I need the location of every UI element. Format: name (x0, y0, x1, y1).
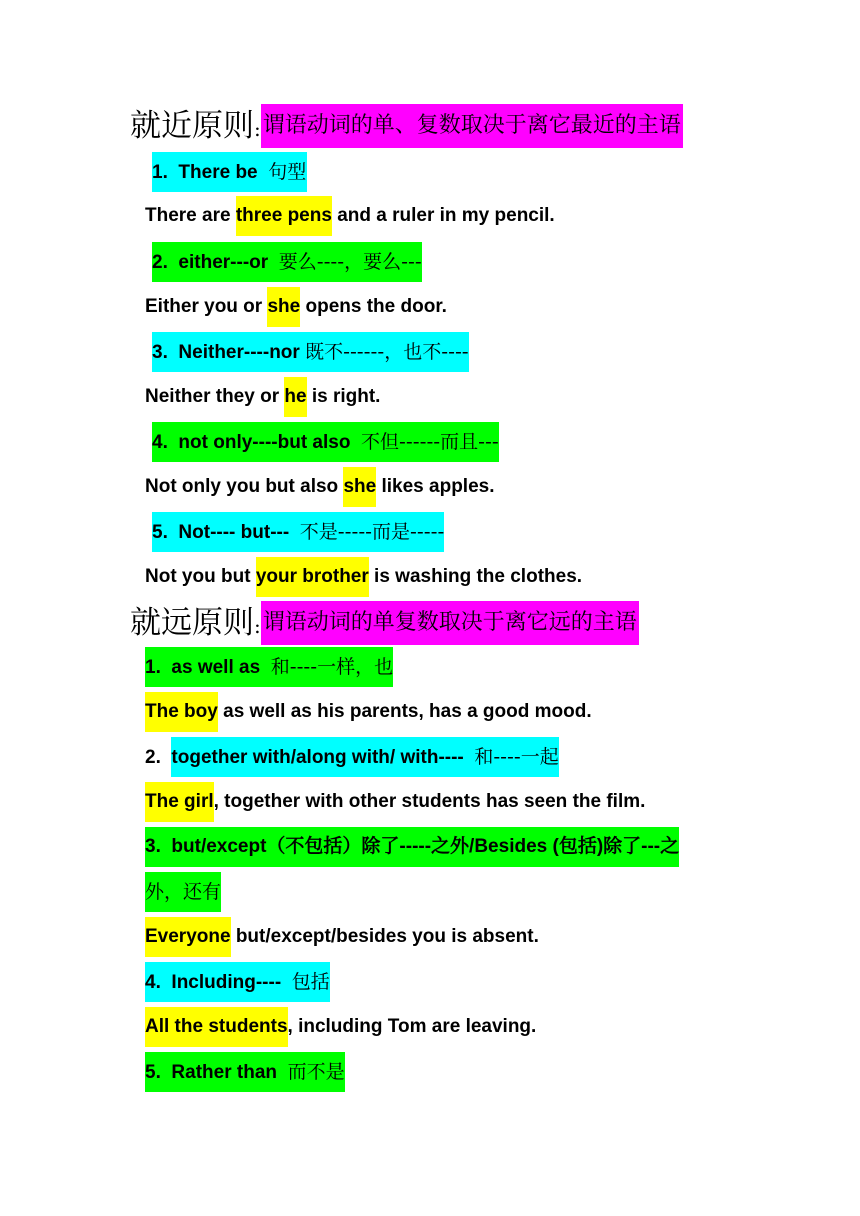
example-5 (145, 557, 582, 597)
section-heading-proximity (130, 104, 683, 151)
subject-highlight: The boy (145, 692, 218, 732)
item-meaning: 既不------，也不---- (305, 341, 469, 363)
example-text: but/except/besides you is absent. (230, 926, 539, 947)
example-4 (145, 1007, 536, 1047)
example-text: , including Tom are leaving. (287, 1016, 537, 1037)
highlight (152, 422, 499, 462)
subject-highlight: she (267, 287, 300, 327)
rule-item-5 (145, 1052, 345, 1093)
item-term: There be (178, 162, 258, 183)
section-heading-distance (130, 601, 639, 648)
item-number: 2. (152, 252, 168, 273)
item-meaning: 和----一起 (474, 746, 559, 768)
example-3 (145, 377, 380, 417)
item-meaning: 不但------而且--- (361, 431, 499, 453)
subject-highlight: he (284, 377, 306, 417)
rule-item-1 (145, 647, 393, 688)
example-text: and a ruler in my pencil. (331, 205, 555, 226)
item-term: not only----but also (178, 432, 351, 453)
example-text: Not you but (145, 566, 256, 587)
example-text: likes apples. (376, 476, 495, 497)
item-term: together with/along with/ with---- (171, 747, 464, 768)
item-number: 1. (152, 162, 168, 183)
item-meaning: 句型 (268, 161, 307, 183)
highlight (145, 962, 330, 1002)
highlight (152, 242, 422, 282)
subject-highlight: The girl (145, 782, 214, 822)
subject-highlight: Everyone (145, 917, 231, 957)
highlight (152, 152, 307, 192)
item-term: Rather than (171, 1062, 277, 1083)
example-text: is washing the clothes. (368, 566, 583, 587)
section-title: 就近原则 (130, 108, 254, 144)
example-text: Either you or (145, 296, 268, 317)
rule-item-4 (152, 422, 499, 463)
title-colon: : (254, 614, 261, 638)
item-meaning: 要么----，要么--- (278, 251, 422, 273)
example-text: There are (145, 205, 236, 226)
highlight (152, 512, 444, 552)
section-description: 谓语动词的单、复数取决于离它最近的主语 (261, 104, 683, 148)
example-3 (145, 917, 539, 957)
example-1 (145, 692, 592, 732)
rule-item-3 (152, 332, 469, 373)
item-number: 5. (145, 1062, 161, 1083)
example-2 (145, 287, 447, 327)
item-meaning: 包括 (291, 971, 330, 993)
highlight (145, 1052, 345, 1092)
subject-highlight: your brother (256, 557, 369, 597)
item-number: 2. (145, 747, 161, 768)
highlight: 外，还有 (145, 872, 221, 912)
item-term: as well as (171, 657, 261, 678)
example-text: Not only you but also (145, 476, 344, 497)
item-term: Including---- (171, 972, 282, 993)
example-text: Neither they or (145, 386, 285, 407)
item-number: 1. (145, 657, 161, 678)
example-text: as well as his parents, has a good mood. (217, 701, 592, 722)
section-title: 就远原则 (130, 605, 254, 641)
item-meaning: 不是-----而是----- (299, 521, 445, 543)
item-term: Not---- but--- (178, 522, 290, 543)
example-4 (145, 467, 495, 507)
rule-item-2 (152, 242, 422, 283)
rule-item-1 (152, 152, 307, 193)
example-1 (145, 196, 555, 236)
subject-highlight: All the students (145, 1007, 288, 1047)
example-text: is right. (306, 386, 381, 407)
rule-item-3 (145, 827, 679, 867)
item-term: either---or (178, 252, 269, 273)
rule-item-4 (145, 962, 330, 1003)
highlight: 3. but/except（不包括）除了-----之外/Besides (包括)除了---之 (145, 827, 679, 867)
highlight (145, 647, 393, 687)
subject-highlight: three pens (236, 196, 332, 236)
item-number: 4. (145, 972, 161, 993)
item-meaning: 而不是 (287, 1061, 345, 1083)
example-text: opens the door. (300, 296, 447, 317)
rule-item-3-continued (145, 872, 221, 913)
subject-highlight: she (343, 467, 376, 507)
rule-item-5 (152, 512, 444, 553)
highlight (171, 737, 558, 777)
item-number: 3. (152, 342, 168, 363)
example-2 (145, 782, 645, 822)
item-term: Neither----nor (178, 342, 300, 363)
example-text: , together with other students has seen the film. (213, 791, 646, 812)
section-description: 谓语动词的单复数取决于离它远的主语 (261, 601, 639, 645)
item-number: 4. (152, 432, 168, 453)
item-number: 5. (152, 522, 168, 543)
rule-item-2 (145, 737, 559, 778)
title-colon: : (254, 117, 261, 141)
highlight (152, 332, 469, 372)
item-meaning: 和----一样，也 (270, 656, 394, 678)
